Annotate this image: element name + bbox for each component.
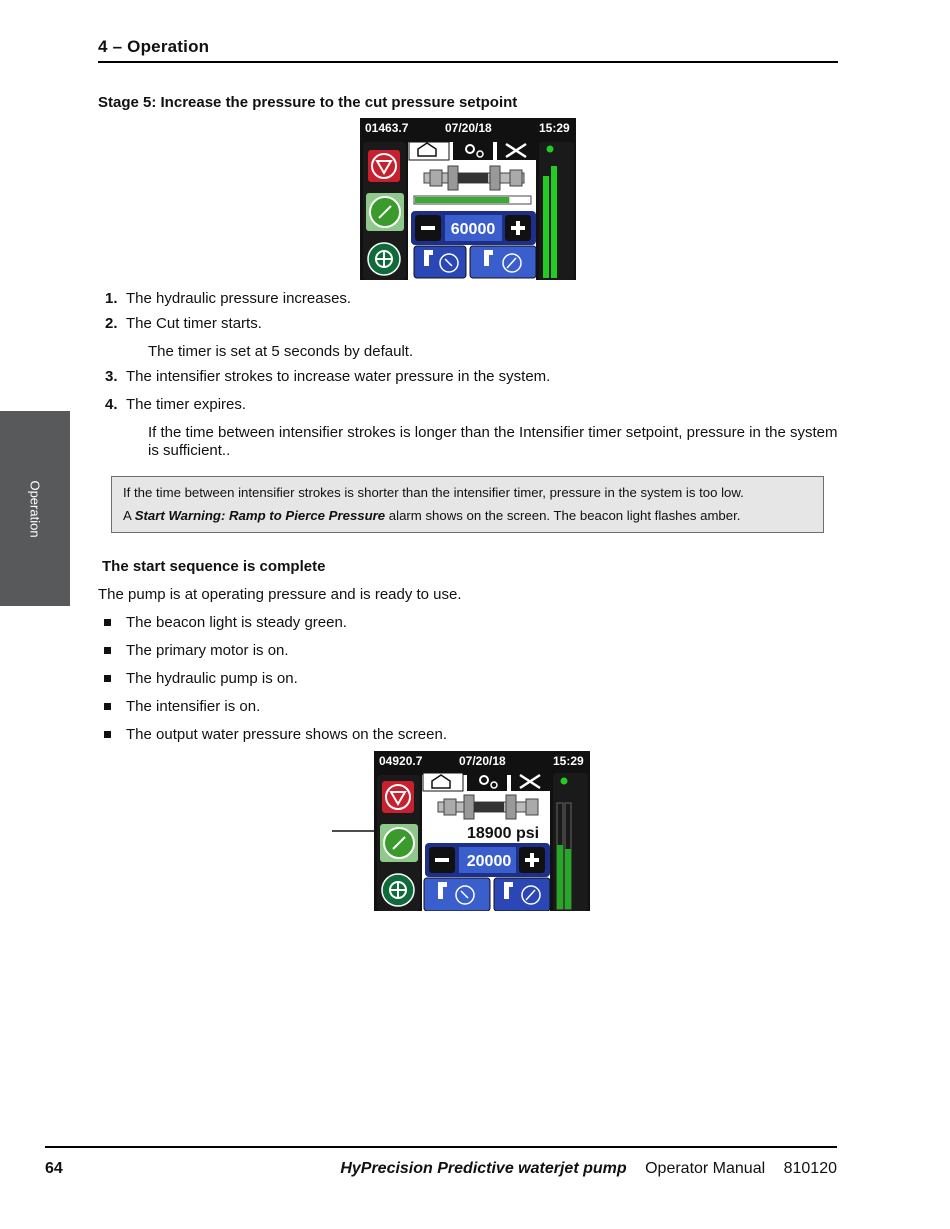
screen2-setpoint: 20000	[466, 853, 512, 870]
cut-timer-bar-fill	[415, 197, 509, 203]
stop-icon	[368, 150, 400, 182]
step-subtext: The timer is set at 5 seconds by default.	[148, 343, 414, 360]
pierce-mode-icon[interactable]	[424, 878, 490, 911]
hmi-screen-operating-pressure	[374, 751, 590, 911]
gear-tab-icon	[453, 142, 493, 160]
cut-mode-icon[interactable]	[470, 246, 536, 278]
cooling-cycle-icon	[382, 874, 414, 906]
screen2-counter: 04920.7	[379, 754, 423, 768]
complete-heading: The start sequence is complete	[102, 558, 326, 575]
pierce-mode-icon[interactable]	[414, 246, 466, 278]
increase-setpoint-icon[interactable]	[519, 847, 545, 873]
screen1-time: 15:29	[539, 121, 570, 135]
product-name: HyPrecision Predictive waterjet pump	[340, 1160, 627, 1177]
screen1-date: 07/20/18	[445, 121, 492, 135]
document-number: 810120	[783, 1160, 837, 1177]
step-number: 2.	[105, 315, 118, 332]
screen2-date: 07/20/18	[459, 754, 506, 768]
step-text: The intensifier strokes to increase water pressure in the system.	[126, 368, 551, 385]
tools-tab-icon	[511, 773, 551, 791]
note-line: A Start Warning: Ramp to Pierce Pressure alarm shows on the screen. The beacon light flashes amber.	[123, 508, 741, 523]
bullet-marker	[104, 675, 111, 682]
manual-name: Operator Manual	[645, 1160, 766, 1177]
alarm-name: Start Warning: Ramp to Pierce Pressure	[134, 508, 386, 523]
screen1-setpoint: 60000	[450, 221, 496, 238]
decrease-setpoint-icon[interactable]	[415, 215, 441, 241]
step-text: The hydraulic pressure increases.	[126, 290, 352, 307]
home-tab-icon	[423, 773, 463, 791]
list-item: The hydraulic pump is on.	[126, 670, 298, 687]
screen1-counter: 01463.7	[365, 121, 409, 135]
footer-rule	[45, 1146, 837, 1148]
decrease-setpoint-icon[interactable]	[429, 847, 455, 873]
bullet-marker	[104, 731, 111, 738]
bullet-marker	[104, 647, 111, 654]
bullet-marker	[104, 619, 111, 626]
step-subtext: If the time between intensifier strokes is longer than the Intensifier timer setpoint, pressure in the system is sufficient..	[148, 424, 838, 459]
list-item: The primary motor is on.	[126, 642, 289, 659]
pressure-gauge-icon	[366, 193, 404, 231]
stage-heading: Stage 5: Increase the pressure to the cut pressure setpoint	[98, 94, 518, 111]
pressure-gauge-icon	[380, 824, 418, 862]
step-number: 1.	[105, 290, 118, 307]
cut-mode-icon[interactable]	[494, 878, 550, 911]
chapter-heading: 4 – Operation	[98, 37, 210, 56]
pressure-level-gauge	[553, 773, 588, 911]
complete-intro: The pump is at operating pressure and is ready to use.	[98, 586, 462, 603]
side-tab	[0, 411, 70, 606]
stop-icon	[382, 781, 414, 813]
pressure-level-gauge	[539, 142, 574, 280]
hmi-screen-cut-setpoint	[360, 118, 576, 280]
gear-tab-icon	[467, 773, 507, 791]
step-number: 3.	[105, 368, 118, 385]
step-text: The timer expires.	[126, 396, 247, 413]
list-item: The output water pressure shows on the screen.	[126, 726, 448, 743]
page-number: 64	[45, 1160, 63, 1177]
note-box	[111, 476, 824, 533]
bullet-marker	[104, 703, 111, 710]
list-item: The intensifier is on.	[126, 698, 261, 715]
tools-tab-icon	[497, 142, 537, 160]
list-item: The beacon light is steady green.	[126, 614, 347, 631]
step-text: The Cut timer starts.	[126, 315, 262, 332]
header-rule	[98, 61, 838, 63]
home-tab-icon	[409, 142, 449, 160]
footer-title	[340, 1160, 837, 1178]
screen2-time: 15:29	[553, 754, 584, 768]
output-pressure-readout: 18900 psi	[467, 825, 540, 842]
note-line: If the time between intensifier strokes is shorter than the intensifier timer, pressure in the system is too low.	[123, 485, 744, 500]
side-tab-label: Operation	[27, 479, 43, 538]
step-number: 4.	[105, 396, 118, 413]
cooling-cycle-icon	[368, 243, 400, 275]
increase-setpoint-icon[interactable]	[505, 215, 531, 241]
